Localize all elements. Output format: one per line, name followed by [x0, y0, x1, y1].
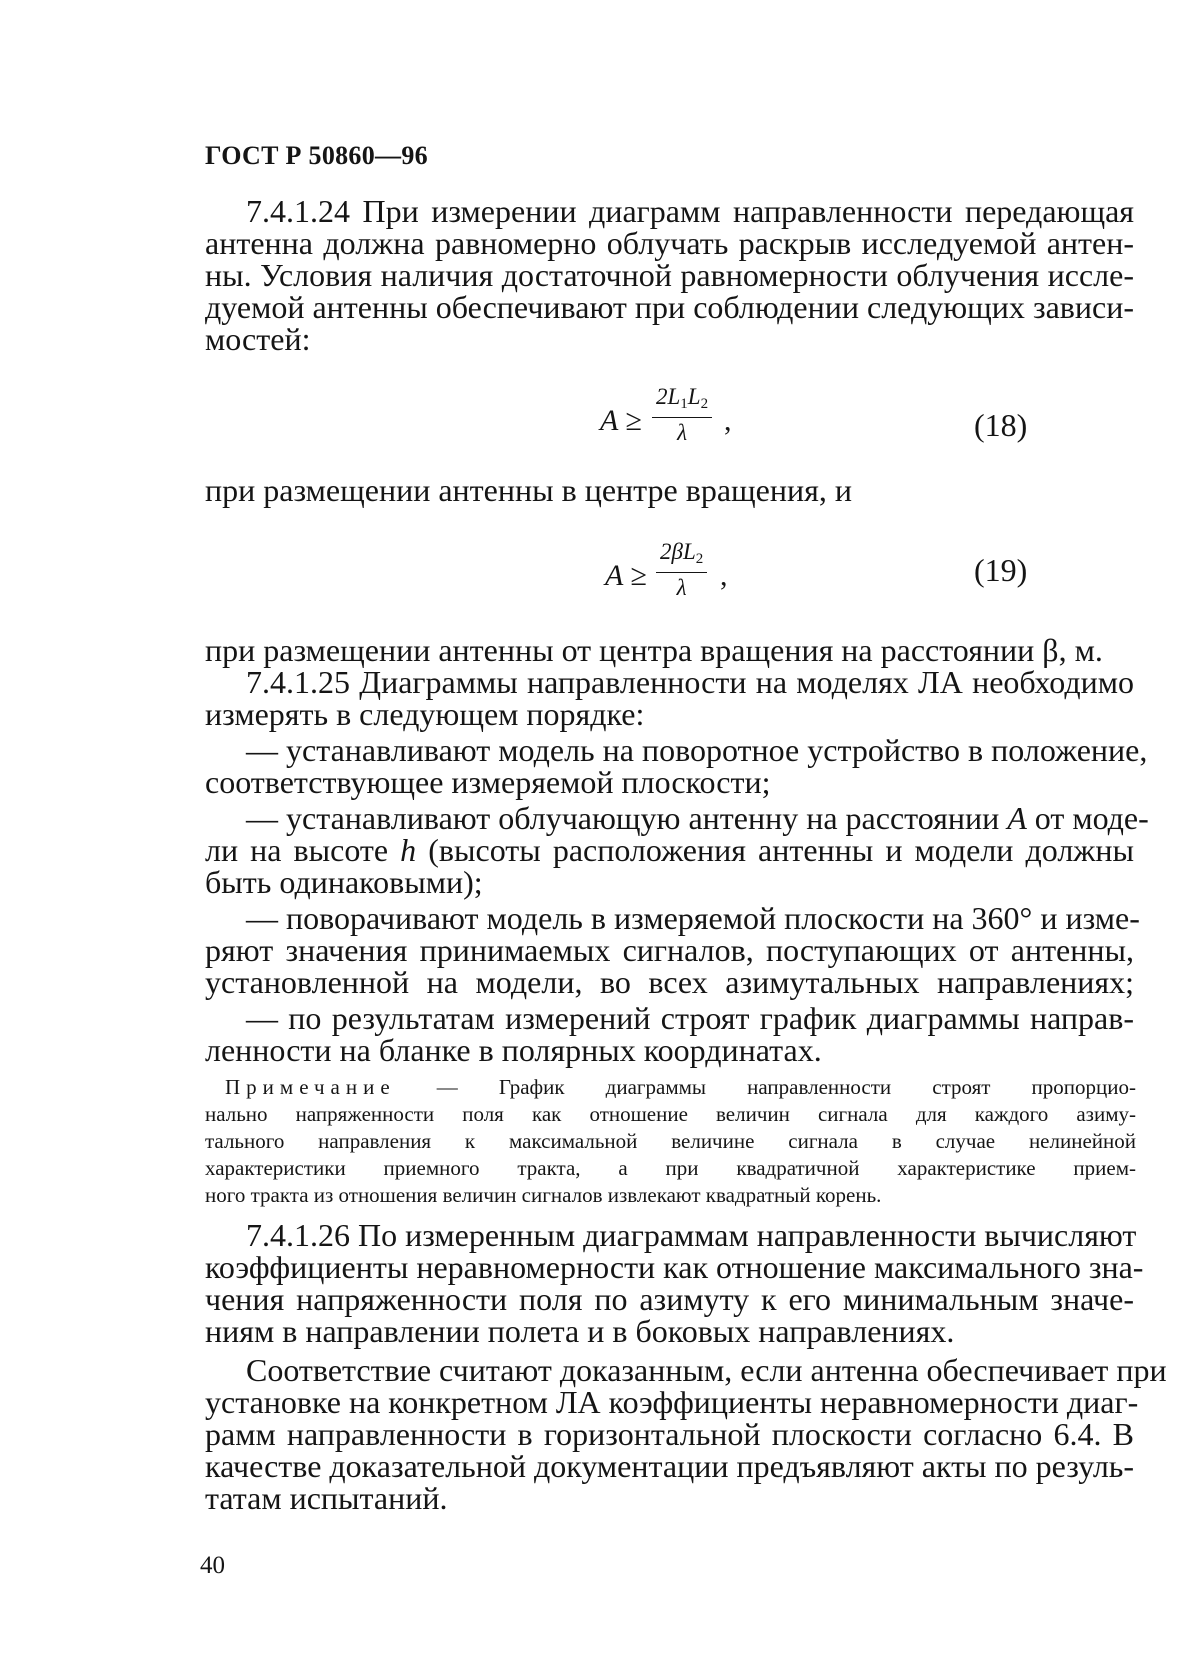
- formula-19-denominator: λ: [676, 575, 687, 600]
- paragraph-line: дуемой антенны обеспечивают при соблюдении следующих зависи-: [205, 289, 1134, 325]
- paragraph-line: качестве доказательной документации предъявляют акты по резуль-: [205, 1448, 1135, 1484]
- list-item-line: ли на высоте h (высоты расположения антенны и модели должны: [205, 832, 1135, 868]
- list-item-line: — устанавливают облучающую антенну на расстоянии A от моде-: [246, 800, 1149, 836]
- list-item-line: ряют значения принимаемых сигналов, поступающих от антенны,: [205, 932, 1134, 968]
- paragraph-line: 7.4.1.24 При измерении диаграмм направленности передающая: [246, 193, 1134, 229]
- note-line: Примечание — График диаграммы направленности строят пропорцио-: [225, 1075, 1136, 1099]
- paragraph-line: коэффициенты неравномерности как отношение максимального зна-: [205, 1249, 1144, 1285]
- page-number: 40: [200, 1552, 225, 1579]
- paragraph-line: ниям в направлении полета и в боковых направлениях.: [205, 1313, 955, 1349]
- paragraph-line: мостей:: [205, 321, 311, 357]
- note-line: ного тракта из отношения величин сигналов извлекают квадратный корень.: [205, 1183, 882, 1207]
- paragraph-line: чения напряженности поля по азимуту к его минимальным значе-: [205, 1281, 1134, 1317]
- formula-18-numerator: $2L_1L_2$: [652, 384, 712, 418]
- note-line: характеристики приемного тракта, а при квадратичной характеристике прием-: [205, 1156, 1136, 1180]
- paragraph-line: установке на конкретном ЛА коэффициенты неравномерности диаг-: [205, 1384, 1139, 1420]
- formula-18-denominator: λ: [677, 420, 688, 445]
- paragraph-line: татам испытаний.: [205, 1480, 448, 1516]
- paragraph-line: ны. Условия наличия достаточной равномерности облучения иссле-: [205, 257, 1134, 293]
- paragraph-line: измерять в следующем порядке:: [205, 696, 645, 732]
- paragraph-line: Соответствие считают доказанным, если антенна обеспечивает при: [246, 1352, 1167, 1388]
- paragraph-line: антенна должна равномерно облучать раскрыв исследуемой антен-: [205, 225, 1134, 261]
- list-item-line: — по результатам измерений строят график диаграммы направ-: [246, 1000, 1134, 1036]
- note-line: тального направления к максимальной величине сигнала в случае нелинейной: [205, 1129, 1136, 1153]
- equation-number-19: (19): [974, 552, 1028, 588]
- list-item-line: ленности на бланке в полярных координатах.: [205, 1032, 822, 1068]
- paragraph-line: 7.4.1.25 Диаграммы направленности на моделях ЛА необходимо: [246, 664, 1134, 700]
- formula-18-lhs: A ≥: [600, 404, 642, 437]
- list-item-line: — устанавливают модель на поворотное устройство в положение,: [246, 732, 1148, 768]
- formula-19-numerator: $2\beta L_2$: [656, 539, 707, 573]
- paragraph-line: рамм направленности в горизонтальной плоскости согласно 6.4. В: [205, 1416, 1134, 1452]
- formula-18-comma: ,: [724, 404, 732, 437]
- formula-19-lhs: A ≥: [605, 559, 647, 592]
- list-item-line: установленной на модели, во всех азимутальных направлениях;: [205, 964, 1134, 1000]
- note-line: нально напряженности поля как отношение величин сигнала для каждого азиму-: [205, 1102, 1136, 1126]
- document-header: ГОСТ Р 50860—96: [205, 141, 428, 170]
- formula-19-fraction: [656, 539, 707, 603]
- equation-number-18: (18): [974, 407, 1028, 443]
- list-item-line: быть одинаковыми);: [205, 864, 483, 900]
- paragraph-line: при размещении антенны в центре вращения, и: [205, 472, 852, 508]
- formula-19-comma: ,: [720, 559, 728, 592]
- note-label: Примечание: [225, 1075, 396, 1099]
- formula-18-fraction: [652, 384, 712, 448]
- paragraph-line: 7.4.1.26 По измеренным диаграммам направленности вычисляют: [246, 1217, 1137, 1253]
- list-item-line: соответствующее измеряемой плоскости;: [205, 764, 771, 800]
- list-item-line: — поворачивают модель в измеряемой плоскости на 360° и изме-: [246, 900, 1140, 936]
- paragraph-line: при размещении антенны от центра вращения на расстоянии β, м.: [205, 632, 1103, 668]
